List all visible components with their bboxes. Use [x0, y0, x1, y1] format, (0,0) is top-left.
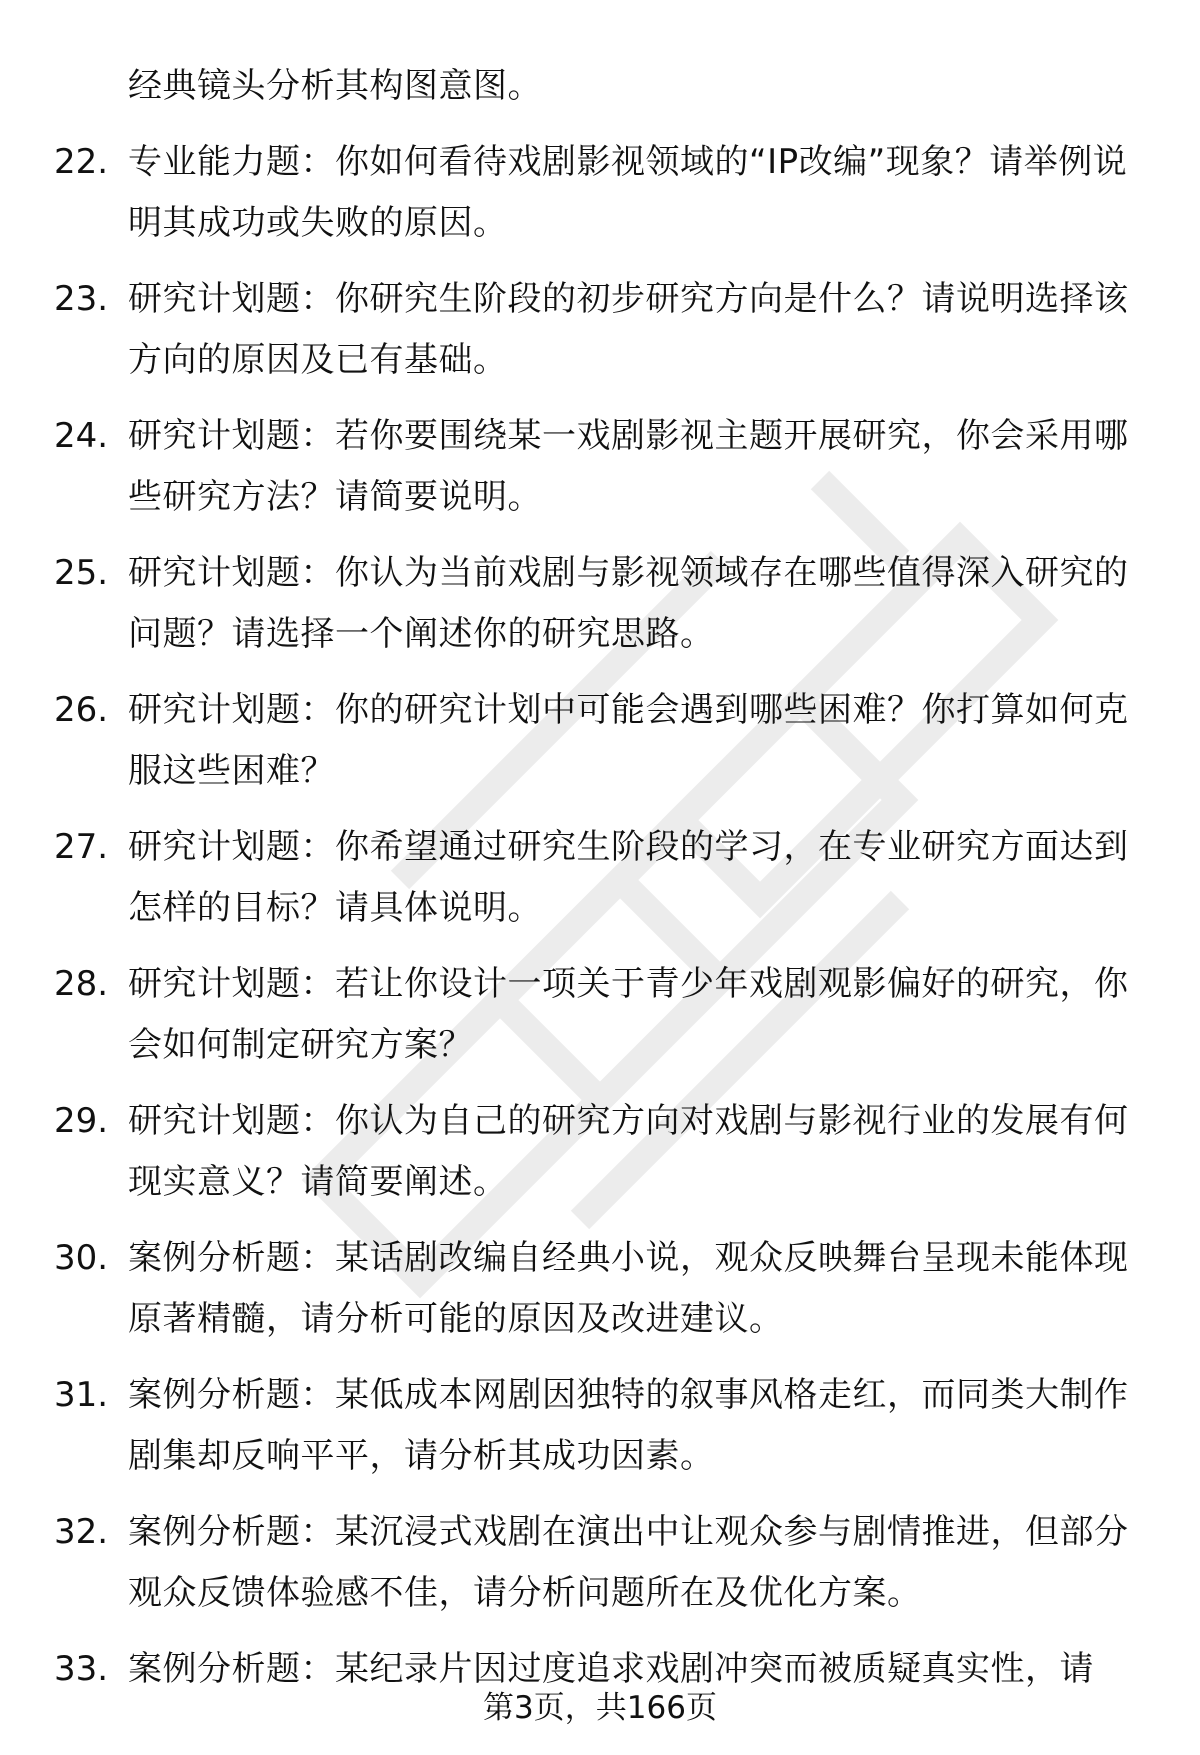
- question-item: [54, 543, 1144, 665]
- question-text: 研究计划题：你认为当前戏剧与影视领域存在哪些值得深入研究的问题？请选择一个阐述你的研究思路。: [128, 553, 1129, 654]
- continuation-text: 经典镜头分析其构图意图。: [128, 66, 542, 106]
- question-item: [54, 1091, 1144, 1213]
- question-text: 研究计划题：你的研究计划中可能会遇到哪些困难？你打算如何克服这些困难？: [128, 690, 1129, 791]
- question-item: [54, 1228, 1144, 1350]
- question-number: 26.: [54, 690, 109, 730]
- question-number: 24.: [54, 416, 109, 456]
- question-text: 案例分析题：某沉浸式戏剧在演出中让观众参与剧情推进，但部分观众反馈体验感不佳，请分析问题所在及优化方案。: [128, 1512, 1129, 1613]
- question-number: 27.: [54, 827, 109, 867]
- question-text: 案例分析题：某纪录片因过度追求戏剧冲突而被质疑真实性，请: [128, 1649, 1094, 1689]
- question-item: [54, 132, 1144, 254]
- question-text: 专业能力题：你如何看待戏剧影视领域的“IP改编”现象？请举例说明其成功或失败的原因。: [128, 142, 1128, 243]
- question-item: [54, 680, 1144, 802]
- page-footer: 第3页，共166页: [483, 1690, 717, 1726]
- question-text: 研究计划题：你认为自己的研究方向对戏剧与影视行业的发展有何现实意义？请简要阐述。: [128, 1101, 1129, 1202]
- question-item: [54, 269, 1144, 391]
- question-item: [54, 406, 1144, 528]
- question-number: 31.: [54, 1375, 109, 1415]
- question-text: 研究计划题：若让你设计一项关于青少年戏剧观影偏好的研究，你会如何制定研究方案？: [128, 964, 1129, 1065]
- question-text: 案例分析题：某话剧改编自经典小说，观众反映舞台呈现未能体现原著精髓，请分析可能的原因及改进建议。: [128, 1238, 1129, 1339]
- question-number: 30.: [54, 1238, 109, 1278]
- question-item: [54, 954, 1144, 1076]
- question-item: [54, 1502, 1144, 1624]
- question-text: 研究计划题：若你要围绕某一戏剧影视主题开展研究，你会采用哪些研究方法？请简要说明。: [128, 416, 1129, 517]
- question-number: 22.: [54, 142, 109, 182]
- question-item: [54, 1365, 1144, 1487]
- question-text: 研究计划题：你希望通过研究生阶段的学习，在专业研究方面达到怎样的目标？请具体说明。: [128, 827, 1129, 928]
- question-list: [54, 56, 1144, 1700]
- question-number: 23.: [54, 279, 109, 319]
- question-number: 25.: [54, 553, 109, 593]
- question-number: 33.: [54, 1649, 109, 1689]
- question-text: 案例分析题：某低成本网剧因独特的叙事风格走红，而同类大制作剧集却反响平平，请分析其成功因素。: [128, 1375, 1129, 1476]
- question-number: 28.: [54, 964, 109, 1004]
- question-number: 32.: [54, 1512, 109, 1552]
- question-item: [54, 817, 1144, 939]
- question-number: 29.: [54, 1101, 109, 1141]
- question-text: 研究计划题：你研究生阶段的初步研究方向是什么？请说明选择该方向的原因及已有基础。: [128, 279, 1129, 380]
